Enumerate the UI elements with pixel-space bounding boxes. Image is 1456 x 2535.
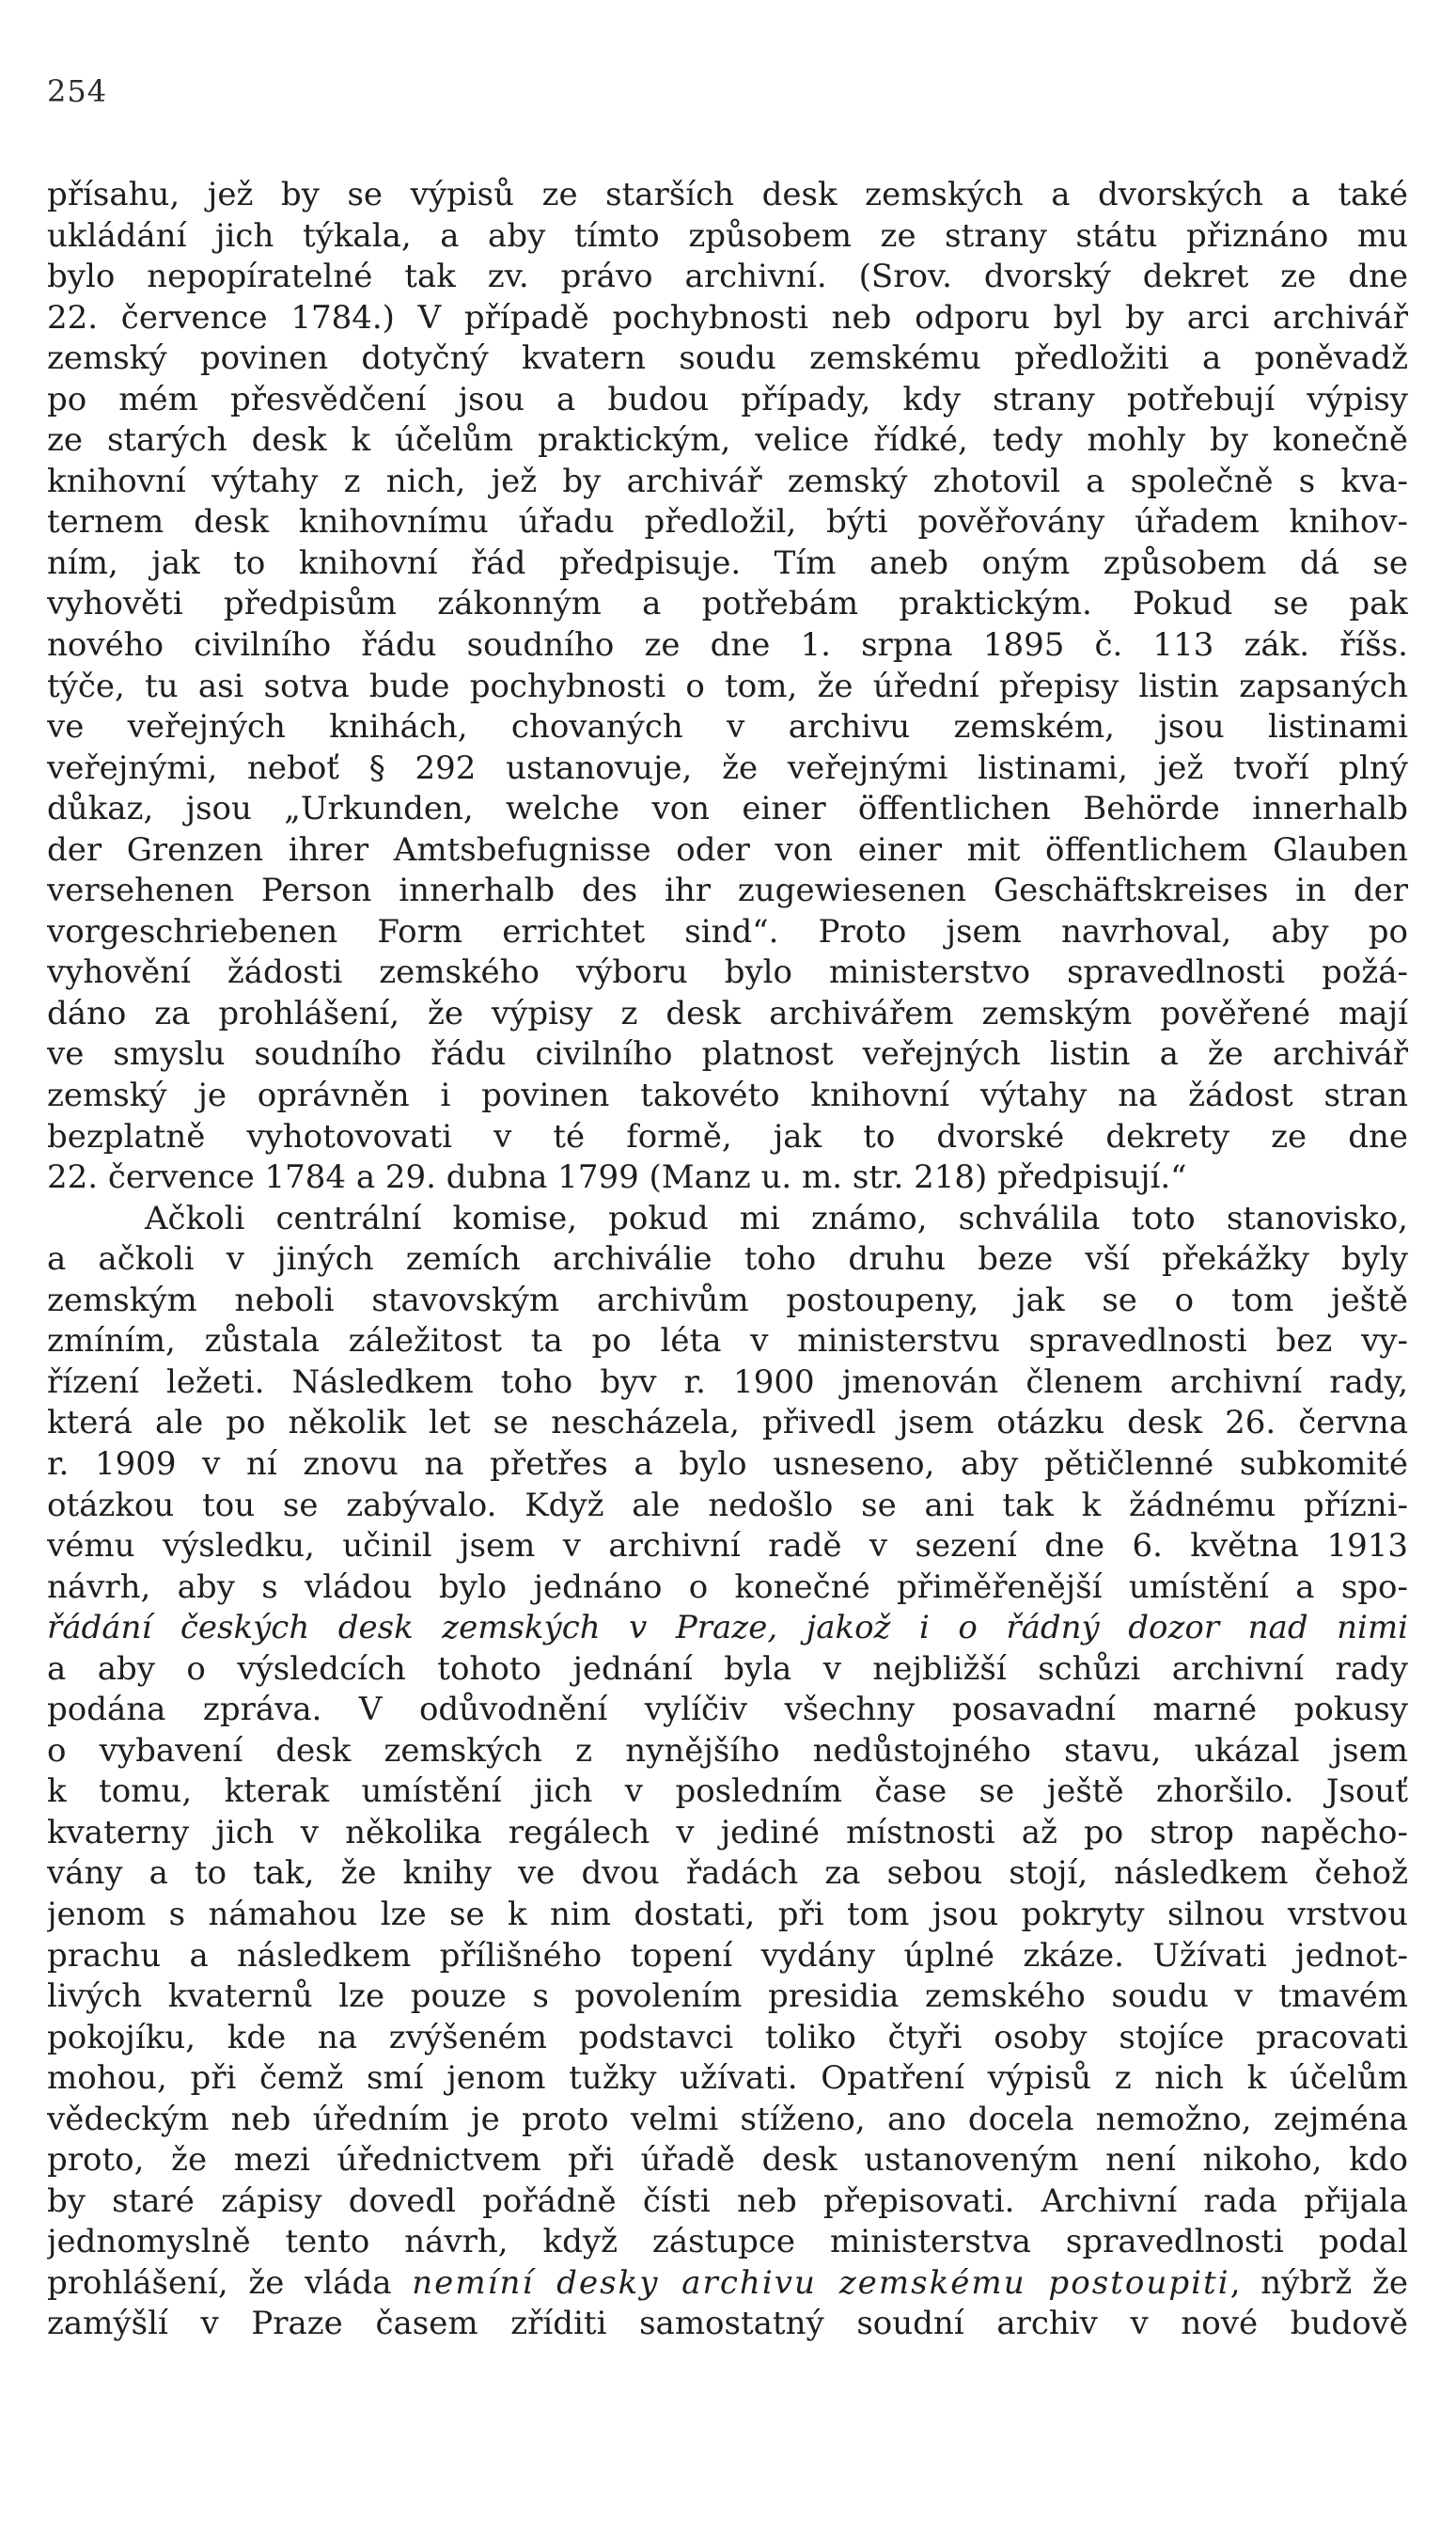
text-line: versehenen Person innerhalb des ihr zugewiesenen Geschäftskreises in der (47, 872, 1408, 910)
page-number: 254 (47, 73, 108, 109)
text-line: jenom s námahou lze se k nim dostati, při tom jsou pokryty silnou vrstvou (47, 1895, 1408, 1933)
paragraph-end-line: 22. července 1784 a 29. dubna 1799 (Manz u. m. str. 218) předpisují.“ (47, 1158, 1187, 1197)
emphasized-phrase: nemíní desky archivu zemskému postoupiti (412, 2263, 1230, 2302)
text-line: která ale po několik let se nescházela, přivedl jsem otázku desk 26. června (47, 1404, 1408, 1442)
text-line: po mém přesvědčení jsou a budou případy, kdy strany potřebují výpisy (47, 380, 1408, 418)
text-line: týče, tu asi sotva bude pochybnosti o tom, že úřední přepisy listin zapsaných (47, 667, 1408, 705)
text-line: proto, že mezi úřednictvem při úřadě desk ustanoveným není nikoho, kdo (47, 2141, 1408, 2180)
text-line: 22. července 1784.) V případě pochybnosti neb odporu byl by arci archivář (47, 298, 1408, 337)
text-line: knihovní výtahy z nich, jež by archivář zemský zhotovil a společně s kva- (47, 462, 1408, 500)
text-line: ním, jak to knihovní řád předpisuje. Tím aneb oným způsobem dá se (47, 543, 1408, 582)
text-line: jednomyslně tento návrh, když zástupce ministerstva spravedlnosti podal (47, 2223, 1408, 2261)
text-line: a aby o výsledcích tohoto jednání byla v nejbližší schůzi archivní rady (47, 1649, 1408, 1688)
body-text (47, 175, 1408, 2345)
text-line: bylo nepopíratelné tak zv. právo archivní. (Srov. dvorský dekret ze dne (47, 258, 1408, 296)
text-line: otázkou tou se zabývalo. Když ale nedošlo se ani tak k žádnému přízni- (47, 1486, 1408, 1524)
text-line: důkaz, jsou „Urkunden, welche von einer öffentlichen Behörde innerhalb (47, 790, 1408, 828)
text-line: zemským neboli stavovským archivům postoupeny, jak se o tom ještě (47, 1281, 1408, 1319)
text-line: k tomu, kterak umístění jich v posledním čase se ještě zhoršilo. Jsouť (47, 1772, 1408, 1811)
text-line: bezplatně vyhotovovati v té formě, jak to dvorské dekrety ze dne (47, 1117, 1408, 1156)
text-line: prachu a následkem přílišného topení vydány úplné zkáze. Užívati jednot- (47, 1936, 1408, 1975)
text-segment: prohlášení, že vláda (47, 2263, 413, 2302)
text-line: vědeckým neb úředním je proto velmi stíženo, ano docela nemožno, zejména (47, 2100, 1408, 2138)
text-line: mohou, při čemž smí jenom tužky užívati. Opatření výpisů z nich k účelům (47, 2059, 1408, 2098)
text-line: ternem desk knihovnímu úřadu předložil, býti pověřovány úřadem knihov- (47, 503, 1408, 542)
text-line: vány a to tak, že knihy ve dvou řadách za sebou stojí, následkem čehož (47, 1854, 1408, 1893)
text-line: by staré zápisy dovedl pořádně čísti neb přepisovati. Archivní rada přijala (47, 2181, 1408, 2220)
text-line: návrh, aby s vládou bylo jednáno o konečné přiměřenější umístění a spo- (47, 1567, 1408, 1606)
text-line: vorgeschriebenen Form errichtet sind“. Proto jsem navrhoval, aby po (47, 912, 1408, 951)
text-line: vému výsledku, učinil jsem v archivní radě v sezení dne 6. května 1913 (47, 1527, 1408, 1566)
text-line: dáno za prohlášení, že výpisy z desk archivářem zemským pověřené mají (47, 994, 1408, 1032)
text-line: pokojíku, kde na zvýšeném podstavci toliko čtyři osoby stojíce pracovati (47, 2018, 1408, 2056)
text-line: ukládání jich týkala, a aby tímto způsobem ze strany státu přiznáno mu (47, 216, 1408, 255)
text-line: vyhověti předpisům zákonným a potřebám praktickým. Pokud se pak (47, 585, 1408, 623)
text-line: a ačkoli v jiných zemích archiválie toho druhu beze vší překážky byly (47, 1240, 1408, 1279)
text-line: livých kvaternů lze pouze s povolením presidia zemského soudu v tmavém (47, 1977, 1408, 2016)
text-line: zemský je oprávněn i povinen takovéto knihovní výtahy na žádost stran (47, 1077, 1408, 1115)
text-line: kvaterny jich v několika regálech v jediné místnosti až po strop napěcho- (47, 1813, 1408, 1851)
text-line: r. 1909 v ní znovu na přetřes a bylo usneseno, aby pětičlenné subkomité (47, 1444, 1408, 1483)
text-line: řízení ležeti. Následkem toho byv r. 1900 jmenován členem archivní rady, (47, 1362, 1408, 1401)
paragraph-start-line: Ačkoli centrální komise, pokud mi známo, schválila toto stanovisko, (145, 1199, 1408, 1237)
text-line: der Grenzen ihrer Amtsbefugnisse oder von einer mit öffentlichem Glauben (47, 830, 1408, 869)
text-line: zamýšlí v Praze časem zříditi samostatný soudní archiv v nové budově (47, 2305, 1408, 2343)
text-line: podána zpráva. V odůvodnění vylíčiv všechny posavadní marné pokusy (47, 1691, 1408, 1729)
text-line: ve smyslu soudního řádu civilního platnost veřejných listin a že archivář (47, 1035, 1408, 1074)
text-segment: , nýbrž že (1229, 2263, 1408, 2302)
text-line: přísahu, jež by se výpisů ze starších desk zemských a dvorských a také (47, 176, 1408, 213)
italic-text-line: řádání českých desk zemských v Praze, jakož i o řádný dozor nad nimi (47, 1609, 1408, 1647)
text-line: veřejnými, neboť § 292 ustanovuje, že veřejnými listinami, jež tvoří plný (47, 748, 1408, 787)
text-line: o vybavení desk zemských z nynějšího nedůstojného stavu, ukázal jsem (47, 1731, 1408, 1770)
text-line: zemský povinen dotyčný kvatern soudu zemskému předložiti a poněvadž (47, 339, 1408, 378)
text-line: vyhovění žádosti zemského výboru bylo ministerstvo spravedlnosti požá- (47, 953, 1408, 992)
text-line: zmíním, zůstala záležitost ta po léta v ministerstvu spravedlnosti bez vy- (47, 1322, 1408, 1361)
emphasis-text-line (47, 2263, 1408, 2305)
text-line: nového civilního řádu soudního ze dne 1. srpna 1895 č. 113 zák. říšs. (47, 626, 1408, 665)
text-line: ve veřejných knihách, chovaných v archivu zemském, jsou listinami (47, 708, 1408, 747)
text-line: ze starých desk k účelům praktickým, velice řídké, tedy mohly by konečně (47, 421, 1408, 460)
